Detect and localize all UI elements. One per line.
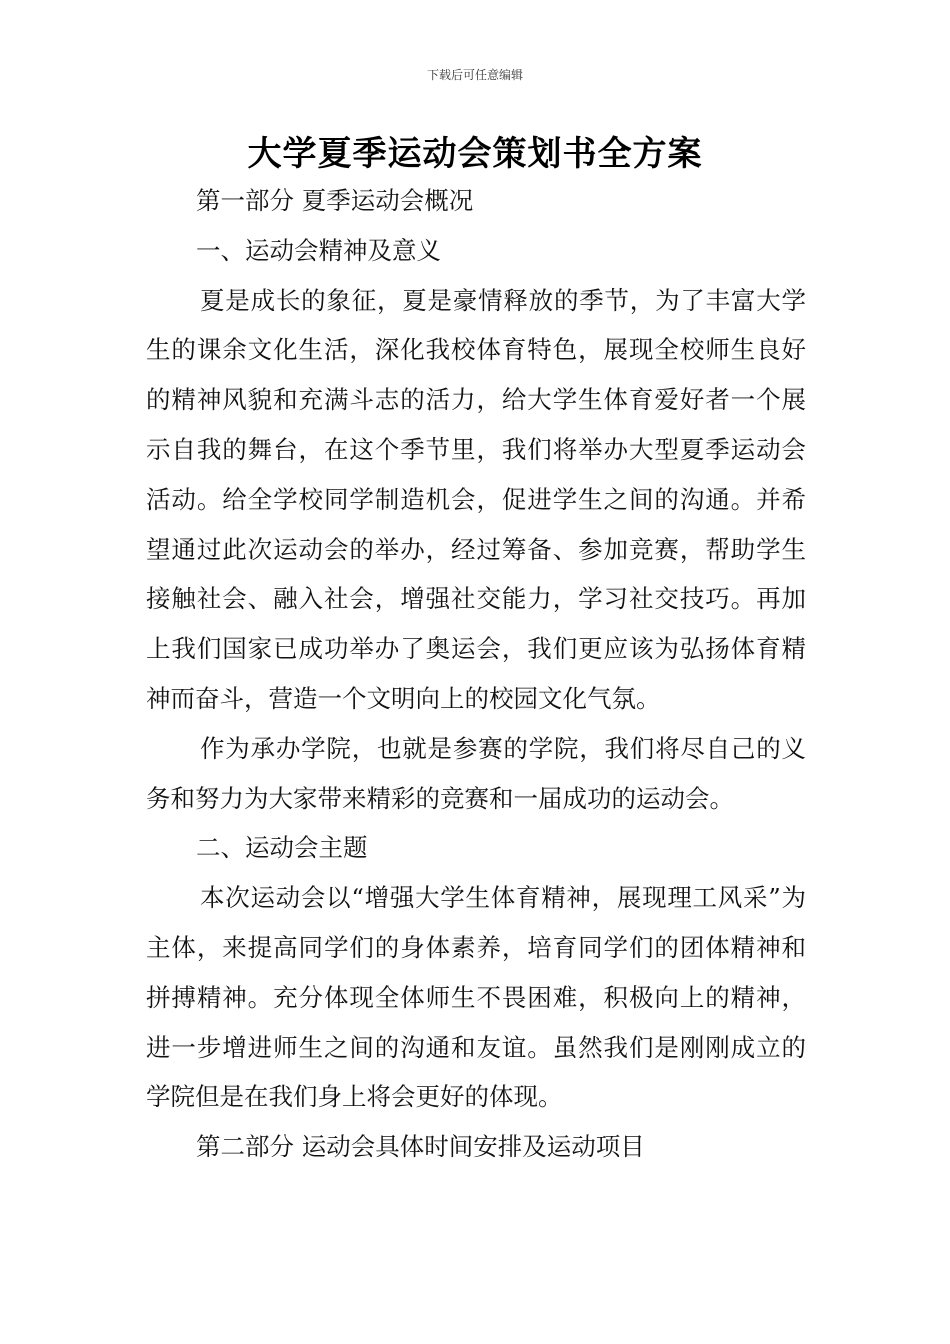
header-note: 下载后可任意编辑 (426, 68, 523, 82)
section2-paragraph-1: 本次运动会以“增强大学生体育精神，展现理工风采”为主体，来提高同学们的身体素养，培育同学们的团体精神和拼搏精神。充分体现全体师生不畏困难，积极向上的精神，进一步增进师生之间的沟通和友谊。虽然我们是刚刚成立的学院但是在我们身上将会更好的体现。 (146, 883, 806, 1112)
document-title: 大学夏季运动会策划书全方案 (247, 134, 703, 174)
section1-paragraph-1: 夏是成长的象征，夏是豪情释放的季节，为了丰富大学生的课余文化生活，深化我校体育特色，展现全校师生良好的精神风貌和充满斗志的活力，给大学生体育爱好者一个展示自我的舞台，在这个季节里，我们将举办大型夏季运动会活动。给全学校同学制造机会，促进学生之间的沟通。并希望通过此次运动会的举办，经过筹备、参加竞赛，帮助学生接触社会、融入社会，增强社交能力，学习社交技巧。再加上我们国家已成功举办了奥运会，我们更应该为弘扬体育精神而奋斗，营造一个文明向上的校园文化气氛。 (146, 285, 806, 713)
section1-heading: 一、运动会精神及意义 (196, 235, 441, 265)
part1-heading: 第一部分 夏季运动会概况 (196, 186, 474, 215)
section1-paragraph-2: 作为承办学院，也就是参赛的学院，我们将尽自己的义务和努力为大家带来精彩的竞赛和一届成功的运动会。 (146, 733, 806, 813)
document-body (146, 176, 806, 1172)
part2-heading: 第二部分 运动会具体时间安排及运动项目 (196, 1132, 645, 1162)
section2-heading: 二、运动会主题 (196, 833, 368, 863)
